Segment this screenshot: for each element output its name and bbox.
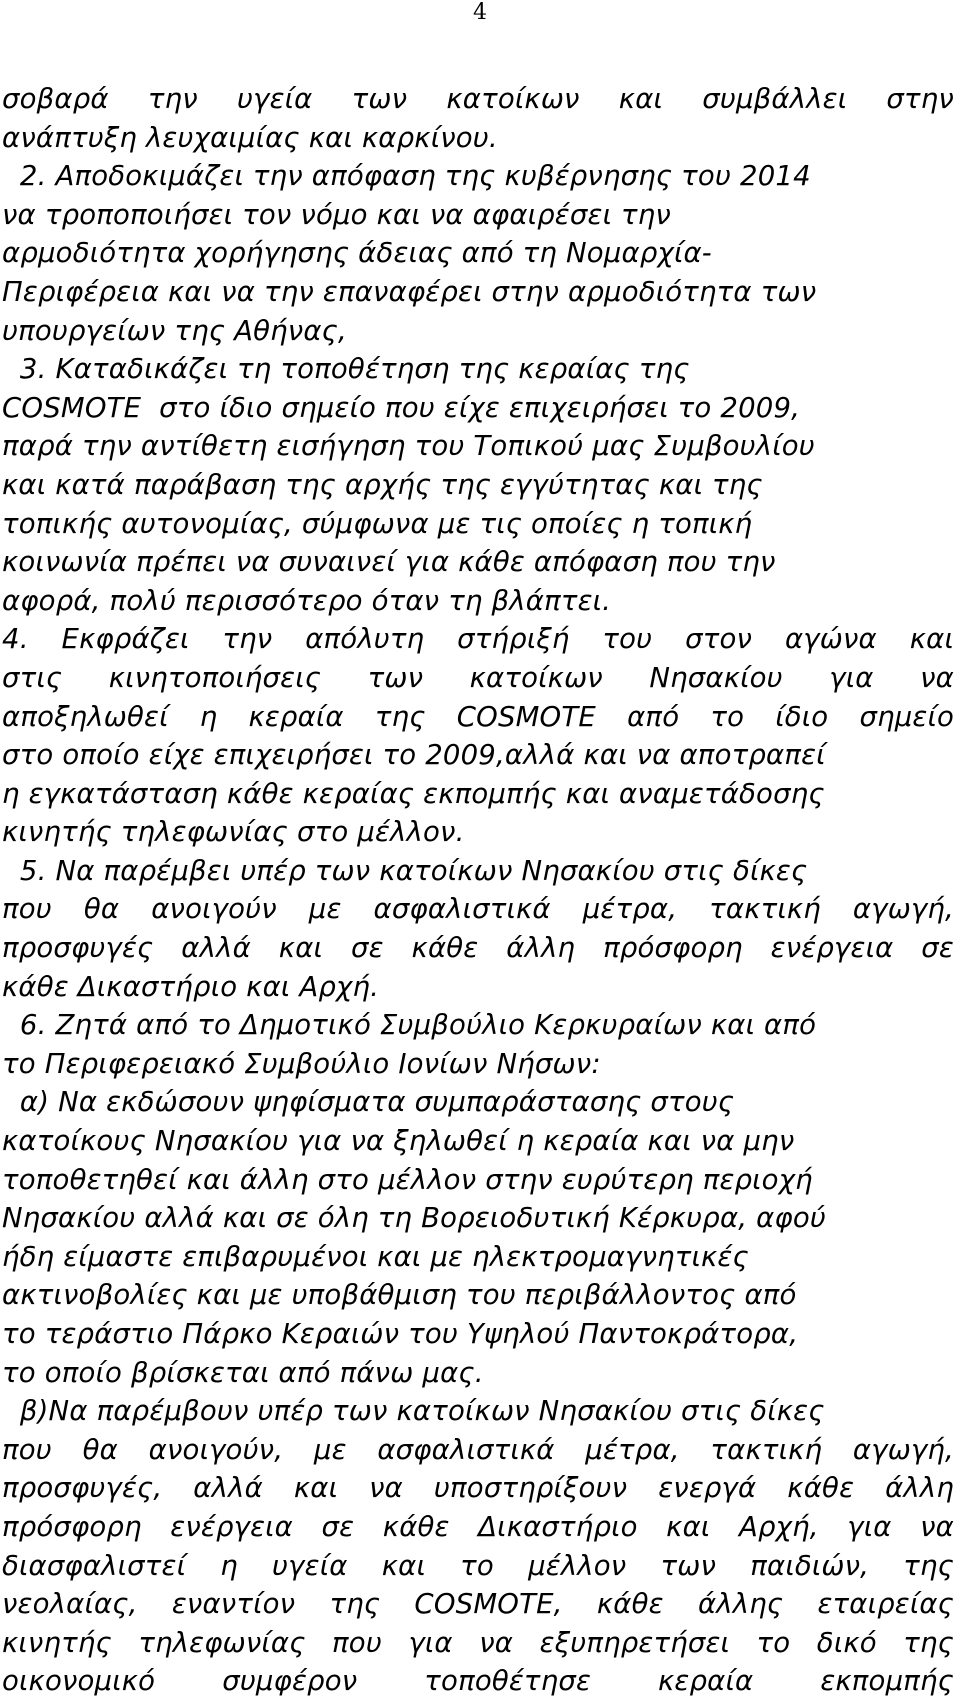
- text-line: προσφυγές αλλά και σε κάθε άλλη πρόσφορη ενέργεια σε: [2, 932, 954, 965]
- text-line: 2. Αποδοκιμάζει την απόφαση της κυβέρνησης του 2014: [2, 160, 811, 193]
- text-line: αρμοδιότητα χορήγησης άδειας από τη Νομαρχία-: [2, 237, 712, 270]
- text-line: νεολαίας, εναντίον της COSMOTE, κάθε άλλης εταιρείας: [2, 1588, 954, 1621]
- text-line: κινητής τηλεφωνίας στο μέλλον.: [2, 816, 465, 849]
- text-line: ανάπτυξη λευχαιμίας και καρκίνου.: [2, 121, 498, 154]
- text-line: στις κινητοποιήσεις των κατοίκων Νησακίου για να: [2, 661, 954, 694]
- text-line: που θα ανοιγούν, με ασφαλιστικά μέτρα, τακτική αγωγή,: [2, 1433, 954, 1466]
- text-line: αποξηλωθεί η κεραία της COSMOTE από το ίδιο σημείο: [2, 700, 954, 733]
- text-line: 4. Εκφράζει την απόλυτη στήριξή του στον αγώνα και: [2, 623, 954, 656]
- text-line: κοινωνία πρέπει να συναινεί για κάθε απόφαση που την: [2, 546, 776, 579]
- text-line: Περιφέρεια και να την επαναφέρει στην αρμοδιότητα των: [2, 275, 817, 308]
- text-line: τοπικής αυτονομίας, σύμφωνα με τις οποίες η τοπική: [2, 507, 753, 540]
- text-line: που θα ανοιγούν με ασφαλιστικά μέτρα, τακτική αγωγή,: [2, 893, 954, 926]
- text-line: ακτινοβολίες και με υποβάθμιση του περιβάλλοντος από: [2, 1279, 797, 1312]
- text-line: η εγκατάσταση κάθε κεραίας εκπομπής και αναμετάδοσης: [2, 777, 825, 810]
- text-line: υπουργείων της Αθήνας,: [2, 314, 347, 347]
- text-line: το οποίο βρίσκεται από πάνω μας.: [2, 1356, 484, 1389]
- text-line: το Περιφερειακό Συμβούλιο Ιονίων Νήσων:: [2, 1047, 601, 1080]
- text-line: β)Να παρέμβουν υπέρ των κατοίκων Νησακίου στις δίκες: [2, 1395, 825, 1428]
- document-body: [2, 80, 954, 1701]
- page-number: 4: [473, 0, 487, 25]
- text-line: 5. Να παρέμβει υπέρ των κατοίκων Νησακίου στις δίκες: [2, 854, 808, 887]
- text-line: ήδη είμαστε επιβαρυμένοι και με ηλεκτρομαγνητικές: [2, 1240, 749, 1273]
- text-line: και κατά παράβαση της αρχής της εγγύτητας και της: [2, 468, 763, 501]
- text-line: σοβαρά την υγεία των κατοίκων και συμβάλλει στην: [2, 83, 954, 115]
- text-line: κάθε Δικαστήριο και Αρχή.: [2, 970, 380, 1003]
- text-line: οικονομικό συμφέρον τοποθέτησε κεραία εκπομπής: [2, 1665, 954, 1698]
- text-line: παρά την αντίθετη εισήγηση του Τοπικού μας Συμβουλίου: [2, 430, 815, 463]
- text-line: προσφυγές, αλλά και να υποστηρίξουν ενεργά κάθε άλλη: [2, 1472, 954, 1505]
- text-line: πρόσφορη ενέργεια σε κάθε Δικαστήριο και Αρχή, για να: [2, 1510, 954, 1543]
- text-line: να τροποποιήσει τον νόμο και να αφαιρέσει την: [2, 198, 671, 231]
- text-line: στο οποίο είχε επιχειρήσει το 2009,αλλά και να αποτραπεί: [2, 739, 826, 772]
- text-line: το τεράστιο Πάρκο Κεραιών του Υψηλού Παντοκράτορα,: [2, 1318, 799, 1350]
- text-line: αφορά, πολύ περισσότερο όταν τη βλάπτει.: [2, 584, 612, 617]
- text-line: τοποθετηθεί και άλλη στο μέλλον στην ευρύτερη περιοχή: [2, 1163, 813, 1196]
- text-line: κινητής τηλεφωνίας που για να εξυπηρετήσει το δικό της: [2, 1626, 954, 1659]
- text-line: 6. Ζητά από το Δημοτικό Συμβούλιο Κερκυραίων και από: [2, 1009, 817, 1042]
- text-line: COSMOTE στο ίδιο σημείο που είχε επιχειρήσει το 2009,: [2, 391, 801, 424]
- text-line: κατοίκους Νησακίου για να ξηλωθεί η κεραία και να μην: [2, 1125, 795, 1158]
- text-line: Νησακίου αλλά και σε όλη τη Βορειοδυτική Κέρκυρα, αφού: [2, 1202, 826, 1235]
- text-line: 3. Καταδικάζει τη τοποθέτηση της κεραίας της: [2, 353, 690, 386]
- text-line: διασφαλιστεί η υγεία και το μέλλον των παιδιών, της: [2, 1549, 954, 1582]
- text-line: α) Να εκδώσουν ψηφίσματα συμπαράστασης στους: [2, 1086, 735, 1119]
